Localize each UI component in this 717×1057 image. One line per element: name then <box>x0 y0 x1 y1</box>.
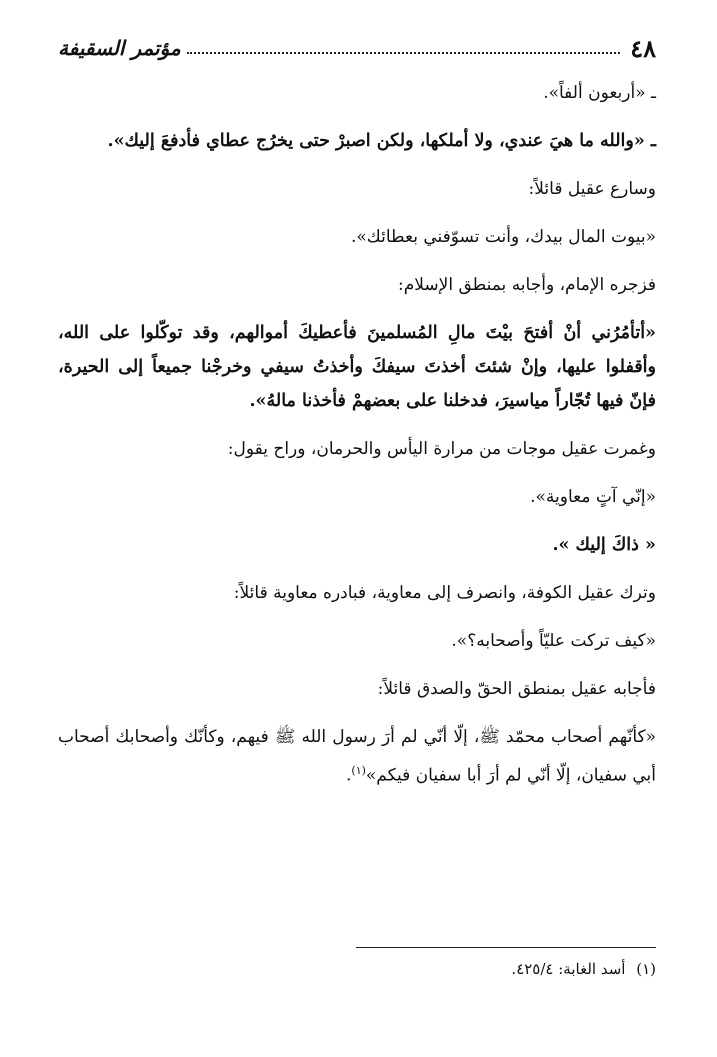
paragraph-12: فأجابه عقيل بمنطق الحقّ والصدق قائلاً: <box>377 679 656 699</box>
footnote-reference[interactable]: (١) <box>351 764 366 777</box>
page-number: ٤٨ <box>630 33 656 63</box>
paragraph-4: «بيوت المال بيدك، وأنت تسوّفني بعطائك». <box>351 227 656 247</box>
paragraph-10: وترك عقيل الكوفة، وانصرف إلى معاوية، فبادره معاوية قائلاً: <box>233 583 656 603</box>
footnote-marker: (١) <box>636 960 656 978</box>
paragraph-11: «كيف تركت عليّاً وأصحابه؟». <box>451 631 656 651</box>
paragraph-1: ـ «أربعون ألفاً». <box>543 83 656 103</box>
paragraph-9: « ذاكَ إليك ». <box>552 535 656 555</box>
header-dot-leader <box>187 52 621 54</box>
footnote-text: أسد الغابة: ٤٢٥/٤. <box>511 960 626 978</box>
paragraph-6: «أتأمُرُني أنْ أفتحَ بيْتَ مالِ المُسلمينَ فأعطيكَ أموالهم، وقد توكّلوا على الله، وأقفلوا عليها، وإنْ شئتَ أخذتَ سيفكَ وأخذتُ سيفي وخرجْنا جميعاً إلى الحيرة، فإنّ فيها تُجّاراً مياسيرَ، فدخلنا على بعضهمْ فأخذنا مالهُ». <box>58 323 656 411</box>
paragraph-3: وسارع عقيل قائلاً: <box>528 179 656 199</box>
paragraph-5: فزجره الإمام، وأجابه بمنطق الإسلام: <box>398 275 656 295</box>
footnote <box>58 960 656 978</box>
running-header <box>58 26 656 70</box>
book-title: مؤتمر السقيفة <box>58 36 181 60</box>
paragraph-8: «إنّي آتٍ معاوية». <box>530 487 656 507</box>
paragraph-13-text: «كأنّهم أصحاب محمّد ﷺ، إلّا أنّي لم أرَ رسول الله ﷺ فيهم، وكأنّك وأصحابك أصحاب أبي سفيان، إلّا أنّي لم أرَ أبا سفيان فيكم» <box>58 727 656 786</box>
page-body <box>58 76 656 807</box>
paragraph-7: وغمرت عقيل موجات من مرارة اليأس والحرمان، وراح يقول: <box>227 439 656 459</box>
paragraph-13: «كأنّهم أصحاب محمّد ﷺ، إلّا أنّي لم أرَ رسول الله ﷺ فيهم، وكأنّك وأصحابك أصحاب أبي سفيان، إلّا أنّي لم أرَ أبا سفيان فيكم»$^{(١)}$. <box>58 727 656 786</box>
paragraph-2: ـ «والله ما هيَ عندي، ولا أملكها، ولكن اصبرْ حتى يخرُج عطاي فأدفعَ إليك». <box>107 131 656 151</box>
book-page <box>58 26 656 1036</box>
footnote-separator <box>356 947 656 948</box>
